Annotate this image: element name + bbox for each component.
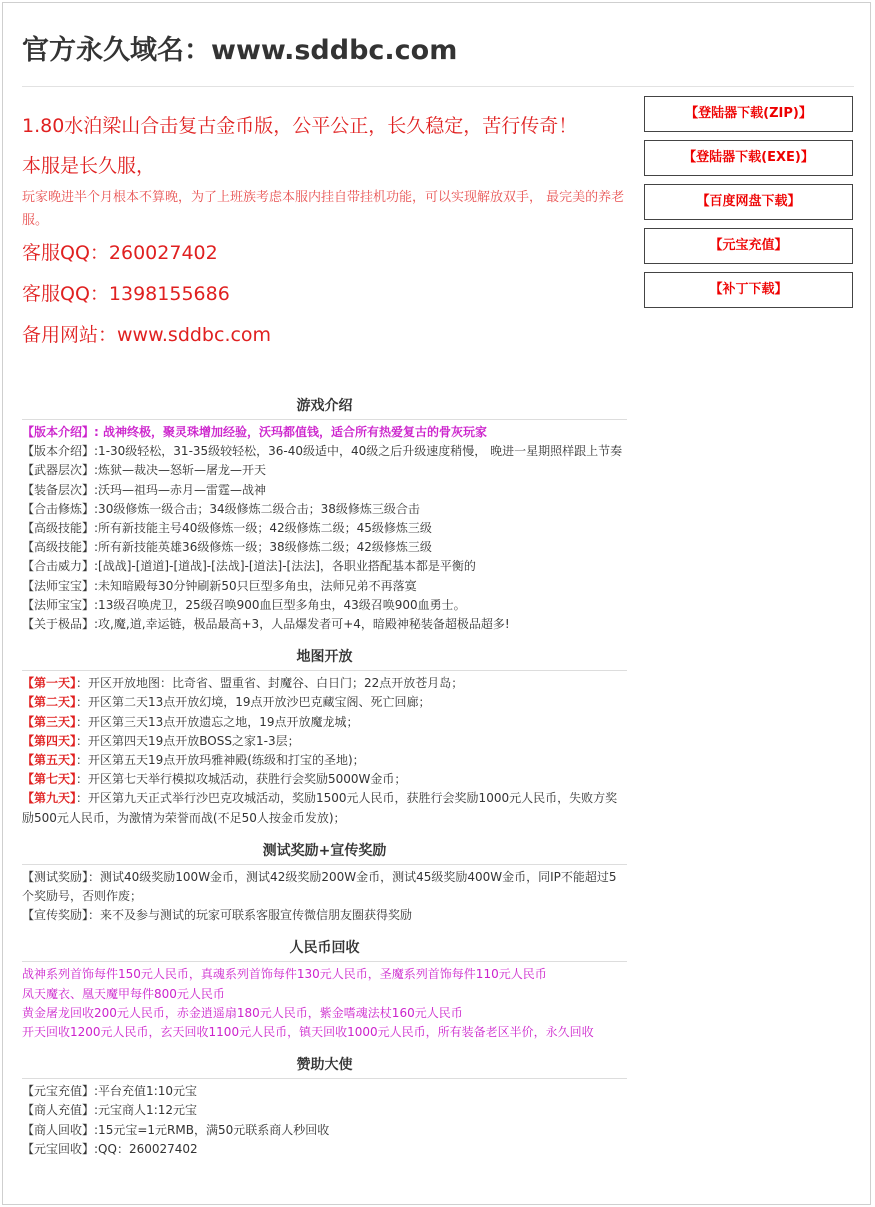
list-item: 【合击威力】:[战战]-[道道]-[道战]-[法战]-[道法]-[法法]，各职业搭配基本都是平衡的 <box>22 559 476 574</box>
list-item: 【第三天】：开区第三天13点开放遗忘之地，19点开放魔龙城； <box>22 714 359 729</box>
intro-description: 玩家晚进半个月根本不算晚，为了上班族考虑本服内挂自带挂机功能，可以实现解放双手， 最完美的养老服。 <box>22 190 625 228</box>
header-divider <box>22 86 854 87</box>
download-buttons <box>644 96 853 316</box>
list-item: 【关于极品】:攻,魔,道,幸运链，极品最高+3，人品爆发者可+4，暗殿神秘装备超极品超多! <box>22 617 510 632</box>
list-item: 凤天魔衣、凰天魔甲每件800元人民币 <box>22 986 225 1001</box>
section-rewards <box>22 841 627 926</box>
support-qq-2: 客服QQ：1398155686 <box>22 283 230 305</box>
list-item: 【法师宝宝】:未知暗殿每30分钟刷新50只巨型多角虫，法师兄弟不再落寞 <box>22 578 417 593</box>
section-title: 赞助大使 <box>22 1055 627 1079</box>
list-item: 黄金屠龙回收200元人民币，赤金逍遥扇180元人民币，紫金嗜魂法杖160元人民币 <box>22 1005 463 1020</box>
list-item: 【法师宝宝】:13级召唤虎卫，25级召唤900血巨型多角虫，43级召唤900血勇士。 <box>22 597 466 612</box>
site-title: 官方永久域名：www.sddbc.com <box>22 35 458 66</box>
backup-site: 备用网站：www.sddbc.com <box>22 324 272 346</box>
list-item: 战神系列首饰每件150元人民币，真魂系列首饰每件130元人民币，圣魔系列首饰每件110元人民币 <box>22 967 547 982</box>
section-title: 人民币回收 <box>22 938 627 962</box>
content-area <box>22 396 627 1172</box>
baidu-netdisk-download-button[interactable]: 【百度网盘下载】 <box>644 184 853 220</box>
list-item: 【武器层次】:炼狱—裁决—怒斩—屠龙—开天 <box>22 463 267 478</box>
section-game-intro <box>22 396 627 634</box>
list-item: 开天回收1200元人民币，玄天回收1100元人民币，镇天回收1000元人民币，所有装备老区半价，永久回收 <box>22 1025 594 1040</box>
list-item: 【商人充值】:元宝商人1:12元宝 <box>22 1103 198 1118</box>
list-item: 【测试奖励】：测试40级奖励100W金币，测试42级奖励200W金币，测试45级奖励400W金币，同IP不能超过5个奖励号，否则作废； <box>22 869 617 904</box>
section-title: 测试奖励+宣传奖励 <box>22 841 627 865</box>
section-rmb-recycle <box>22 938 627 1042</box>
launcher-exe-download-button[interactable]: 【登陆器下载(EXE)】 <box>644 140 853 176</box>
section-title: 游戏介绍 <box>22 396 627 420</box>
launcher-zip-download-button[interactable]: 【登陆器下载(ZIP)】 <box>644 96 853 132</box>
patch-download-button[interactable]: 【补丁下载】 <box>644 272 853 308</box>
list-item: 【第五天】：开区第五天19点开放玛雅神殿(练级和打宝的圣地)； <box>22 753 365 768</box>
list-item: 【元宝充值】:平台充值1:10元宝 <box>22 1084 198 1099</box>
list-item: 【元宝回收】:QQ：260027402 <box>22 1141 198 1156</box>
list-item: 【版本介绍】: 战神终极，聚灵珠增加经验，沃玛都值钱，适合所有热爱复古的骨灰玩家 <box>22 425 487 439</box>
list-item: 【高级技能】:所有新技能英雄36级修炼一级；38级修炼二级；42级修炼三级 <box>22 540 432 555</box>
section-map-open <box>22 647 627 828</box>
list-item: 【第二天】：开区第二天13点开放幻境，19点开放沙巴克藏宝阁、死亡回廊； <box>22 695 431 710</box>
section-sponsor <box>22 1055 627 1159</box>
list-item: 【商人回收】:15元宝=1元RMB，满50元联系商人秒回收 <box>22 1122 330 1137</box>
list-item: 【第九天】：开区第九天正式举行沙巴克攻城活动，奖励1500元人民币，获胜行会奖励1000元人民币，失败方奖励500元人民币，为激情为荣誉而战(不足50人按金币发放)； <box>22 791 618 825</box>
list-item: 【第七天】：开区第七天举行模拟攻城活动，获胜行会奖励5000W金币； <box>22 772 407 787</box>
list-item: 【合击修炼】:30级修炼一级合击；34级修炼二级合击；38级修炼三级合击 <box>22 501 420 516</box>
intro-block <box>22 112 628 349</box>
support-qq-1: 客服QQ：260027402 <box>22 242 218 264</box>
ingot-recharge-button[interactable]: 【元宝充值】 <box>644 228 853 264</box>
list-item: 【第一天】：开区开放地图：比奇省、盟重省、封魔谷、白日门；22点开放苍月岛； <box>22 676 464 691</box>
intro-headline: 1.80水泊梁山合击复古金币版，公平公正，长久稳定，苦行传奇！ <box>22 115 578 137</box>
section-title: 地图开放 <box>22 647 627 671</box>
list-item: 【版本介绍】:1-30级轻松，31-35级较轻松，36-40级适中，40级之后升级速度稍慢， 晚进一星期照样跟上节奏 <box>22 444 623 459</box>
intro-long-term: 本服是长久服， <box>22 155 156 177</box>
list-item: 【宣传奖励】：来不及参与测试的玩家可联系客服宣传微信朋友圈获得奖励 <box>22 908 413 923</box>
list-item: 【装备层次】:沃玛—祖玛—赤月—雷霆—战神 <box>22 482 267 497</box>
list-item: 【高级技能】:所有新技能主号40级修炼一级；42级修炼二级；45级修炼三级 <box>22 521 432 536</box>
list-item: 【第四天】：开区第四天19点开放BOSS之家1-3层； <box>22 733 300 748</box>
